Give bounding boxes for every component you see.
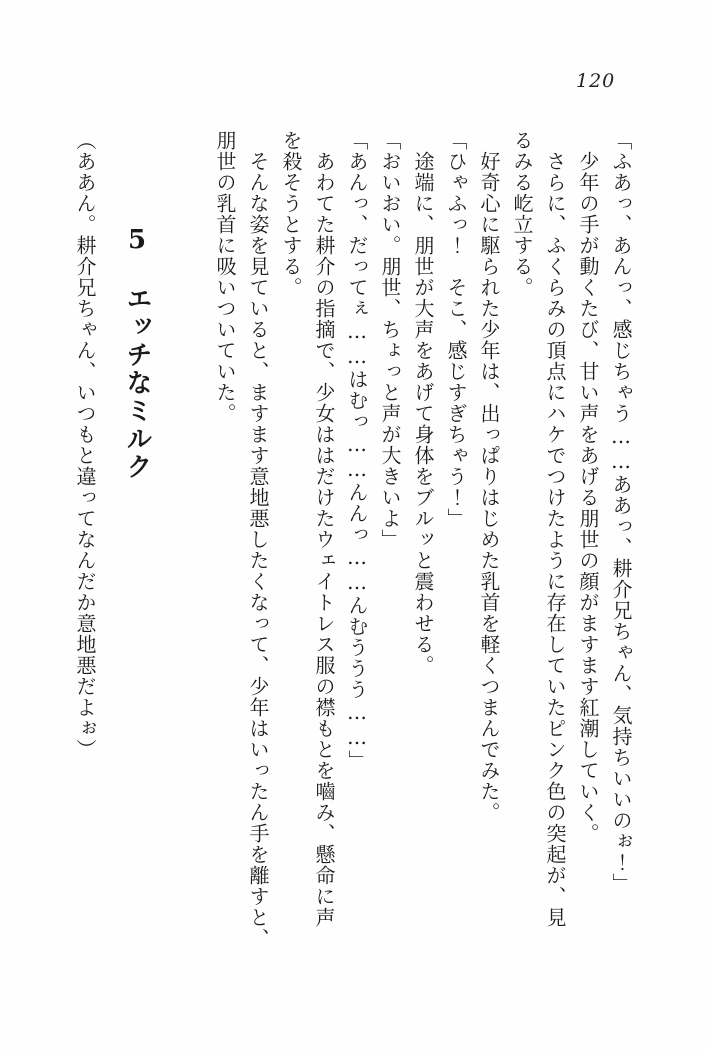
text-line-dialogue: 「あんっ、だってぇ……はむっ……んんっ……んむううう……」 <box>345 130 369 771</box>
text-line-narrative: そんな姿を見ていると、ますます意地悪したくなって、少年はいったん手を離すと、 <box>246 151 270 949</box>
text-line-continuation: 朋世の乳首に吸いついていた。 <box>213 130 237 424</box>
text-line-narrative: 好奇心に駆られた少年は、出っぱりはじめた乳首を軽くつまんでみた。 <box>477 151 501 823</box>
text-line-narrative: 少年の手が動くたび、甘い声をあげる朋世の顔がますます紅潮していく。 <box>576 151 600 844</box>
text-line-aside: （ああん。耕介兄ちゃん、いつもと違ってなんだか意地悪だよぉ） <box>73 130 97 760</box>
text-line-dialogue: 「おいおい。朋世、ちょっと声が大きいよ」 <box>378 130 402 550</box>
text-line-narrative: 途端に、朋世が大声をあげて身体をブルッと震わせる。 <box>411 151 435 676</box>
text-line-narrative: あわてた耕介の指摘で、少女ははだけたウェイトレス服の襟もとを嚙み、懸命に声 <box>312 151 336 928</box>
text-line-continuation: るみる屹立する。 <box>510 130 534 298</box>
text-columns <box>68 130 637 982</box>
text-line-continuation: を殺そうとする。 <box>279 130 303 298</box>
page-number: 120 <box>576 70 616 92</box>
text-line-dialogue: 「ふあっ、あんっ、感じちゃう……ああっ、耕介兄ちゃん、気持ちいいのぉ！」 <box>609 130 633 894</box>
text-line-narrative: さらに、ふくらみの頂点にハケでつけたように存在していたピンク色の突起が、見 <box>543 151 567 928</box>
chapter-heading: 5 エッチなミルク <box>122 225 152 481</box>
text-line-dialogue: 「ひゃふっ！ そこ、感じすぎちゃう！」 <box>444 130 468 529</box>
